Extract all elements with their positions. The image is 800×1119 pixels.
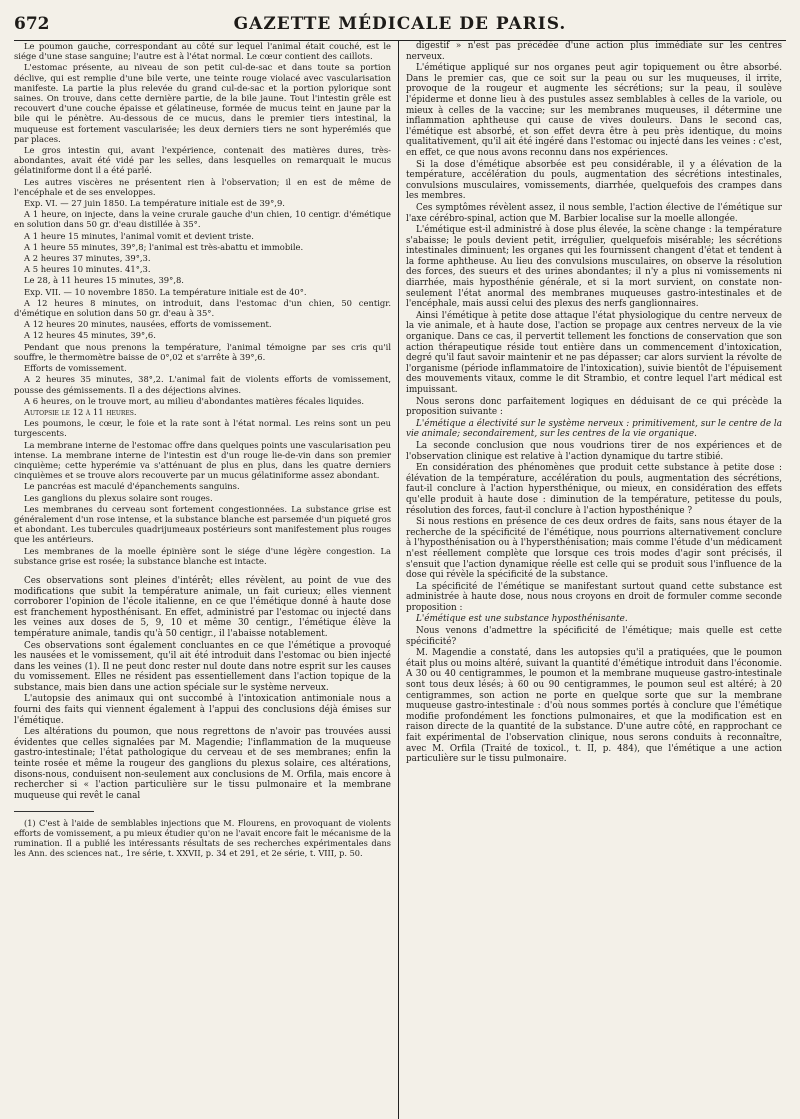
paragraph: A 1 heure 15 minutes, l'animal vomit et devient triste. [24, 230, 254, 241]
paragraph: Les altérations du poumon, que nous regrettons de n'avoir pas trouvées aussi évidentes que celles signalées par M. Magendie; l'inflammation de la muqueuse gastro-intestinale; l'état pathologique du cerveau et de ses membranes; enfin la teinte rosée et même la rougeur des ganglions du plexus solaire, ces altérations, disons-nous, conduisent non-seulement aux conclusions de M. Orfila, mais encore à rechercher si « l'action particulière sur le tissu pulmonaire et la membrane muqueuse qui revêt le canal [14, 727, 391, 801]
paragraph: L'estomac présente, au niveau de son petit cul-de-sac et dans toute sa portion déclive, qui est remplie d'une bile verte, une teinte rouge violacé avec vascularisation manifeste. La partie la plus relevée du grand cul-de-sac et la portion pylorique sont saines. On trouve, dans cette dernière partie, de la bile jaune. Tout l'intestin grêle est recouvert d'une couche épaisse et gélatineuse, formée de mucus teint en jaune par la bile qui le pénètre. Au-dessous de ce mucus, dans le premier tiers intestinal, la muqueuse est fortement vascularisée; les deux derniers tiers ne sont hyperémiés que par places. [14, 62, 391, 144]
text-columns [14, 41, 786, 1119]
experiment-heading: Exp. VI. — 27 juin 1850. La température initiale est de 39°,9. [24, 198, 285, 209]
paragraph: A 2 heures 35 minutes, 38°,2. L'animal fait de violents efforts de vomissement, pousse des gémissements. Il a des déjections alvines. [14, 374, 391, 395]
paragraph: A 2 heures 37 minutes, 39°,3. [24, 253, 151, 264]
experiment-heading: Exp. VII. — 10 novembre 1850. La température initiale est de 40°. [24, 286, 307, 297]
paragraph: Le 28, à 11 heures 15 minutes, 39°,8. [24, 275, 184, 286]
right-column [398, 41, 782, 1119]
paragraph: Ces observations sont également concluantes en ce que l'émétique a provoqué les nausées et le vomissement, qu'il ait été introduit dans l'estomac ou bien injecté dans les veines (1). Il ne peut donc rester nul doute dans notre esprit sur les causes du vomissement. Elles ne résident pas essentiellement dans l'action topique de la substance, mais bien dans une action spéciale sur le système nerveux. [14, 640, 391, 693]
paragraph: L'émétique est-il administré à dose plus élevée, la scène change : la température s'abaisse; le pouls devient petit, irrégulier, quelquefois misérable; les sécrétions intestinales diminuent; les organes qui les fournissent changent d'état et tendent à la forme aphtheuse. Au lieu des convulsions musculaires, on observe la résolution des forces, des sueurs et des urines abondantes; il n'y a plus ni vomissements ni diarrhée, mais hyposthénie générale, et si la mort survient, on constate non-seulement l'état anormal des membranes muqueuses gastro-intestinales et de l'encéphale, mais aussi celui des plexus des nerfs ganglionnaires. [406, 225, 782, 310]
paragraph: Nous venons d'admettre la spécificité de l'émétique; mais quelle est cette spécificité? [406, 626, 782, 647]
paragraph: La spécificité de l'émétique se manifestant surtout quand cette substance est administrée à haute dose, nous nous croyons en droit de formuler comme seconde proposition : [406, 581, 782, 613]
page-number: 672 [14, 14, 50, 34]
paragraph: A 1 heure 55 minutes, 39°,8; l'animal est très-abattu et immobile. [24, 241, 304, 252]
paragraph: Les ganglions du plexus solaire sont rouges. [24, 492, 213, 503]
paragraph: Les membranes de la moelle épinière sont le siége d'une légère congestion. La substance grise est rosée; la substance blanche est intacte. [14, 545, 391, 566]
paragraph: L'autopsie des animaux qui ont succombé à l'intoxication antimoniale nous a fourni des faits qui viennent également à l'appui des conclusions déjà émises sur l'émétique. [14, 694, 391, 726]
paragraph: Le poumon gauche, correspondant au côté sur lequel l'animal était couché, est le siége d'une stase sanguine; l'autre est à l'état normal. Le cœur contient des caillots. [14, 41, 391, 62]
paragraph: A 12 heures 20 minutes, nausées, efforts de vomissement. [24, 319, 272, 330]
footnote [14, 818, 391, 858]
paragraph: digestif » n'est pas précédée d'une action plus immédiate sur les centres nerveux. [406, 41, 782, 62]
paragraph: Si nous restions en présence de ces deux ordres de faits, sans nous étayer de la recherche de la spécificité de l'émétique, nous pourrions alternativement conclure à l'hyposthénisation ou à l'hypersthénisation; mais comme l'étude d'un médicament n'est réellement complète que lorsque ces trois modes d'agir sont précisés, il s'ensuit que l'action dynamique réelle est celle qui se produit sous l'influence de la dose qui révèle la spécificité de la substance. [406, 517, 782, 581]
paragraph: La seconde conclusion que nous voudrions tirer de nos expériences et de l'observation clinique est relative à l'action dynamique du tartre stibié. [406, 440, 782, 462]
paragraph: A 12 heures 45 minutes, 39°,6. [24, 330, 156, 341]
autopsy-heading: Autopsie le 12 à 11 heures. [24, 406, 137, 417]
paragraph: Si la dose d'émétique absorbée est peu considérable, il y a élévation de la température, accélération du pouls, augmentation des sécrétions intestinales, convulsions musculaires, vomissements, diarrhée, quelquefois des crampes dans les membres. [406, 159, 782, 202]
paragraph: Efforts de vomissement. [24, 363, 127, 374]
paragraph: A 12 heures 8 minutes, on introduit, dans l'estomac d'un chien, 50 centigr. d'émétique en solution dans 50 gr. d'eau à 35°. [14, 297, 391, 319]
paragraph: Pendant que nous prenons la température, l'animal témoigne par ses cris qu'il souffre, le thermomètre baisse de 0°,02 et s'arrête à 39°,6. [14, 341, 391, 362]
paragraph: A 5 heures 10 minutes. 41°,3. [24, 264, 151, 275]
left-column [14, 41, 398, 1119]
paragraph: Le pancréas est maculé d'épanchements sanguins. [24, 481, 240, 492]
first-proposition: L'émétique a électivité sur le système nerveux : primitivement, sur le centre de la vie animale; secondairement, sur les centres de la vie organique. [406, 418, 782, 440]
paragraph: M. Magendie a constaté, dans les autopsies qu'il a pratiquées, que le poumon était plus ou moins altéré, suivant la quantité d'émétique introduit dans l'économie. A 30 ou 40 centigrammes, le poumon et la membrane muqueuse gastro-intestinale sont tous deux lésés; à 60 ou 90 centigrammes, le poumon seul est altéré; à 20 centigrammes, son action ne porte en quelque sorte que sur la membrane muqueuse gastro-intestinale : d'où nous sommes portés à conclure que l'émétique modifie profondément les fonctions pulmonaires, et que la modification est en raison directe de la quantité de la substance. D'une autre côté, en rapprochant ce fait expérimental de l'observation clinique, nous serons conduits à reconnaître, avec M. Orfila (Traité de toxicol., t. II, p. 484), que l'émétique a une action particulière sur le tissu pulmonaire. [406, 648, 782, 765]
paragraph: Ces symptômes révèlent assez, il nous semble, l'action élective de l'émétique sur l'axe cérébro-spinal, action que M. Barbier localise sur la moelle allongée. [406, 202, 782, 224]
paragraph: La membrane interne de l'estomac offre dans quelques points une vascularisation peu intense. La membrane interne de l'intestin est d'un rouge lie-de-vin dans son premier cinquième; cette hyperémie va s'atténuant de plus en plus, dans les quatre derniers cinquièmes et se trouve alors recouverte par un mucus gélatiniforme assez abondant. [14, 439, 391, 481]
paragraph: Ces observations sont pleines d'intérêt; elles révèlent, au point de vue des modifications que subit la température animale, un fait curieux; elles viennent corroborer l'opinion de l'école italienne, en ce que l'émétique donné à haute dose est franchement hyposthénisant. En effet, administré par l'estomac ou injecté dans les veines aux doses de 5, 9, 10 et même 30 centigr., l'émétique élève la température animale, tandis qu'à 50 centigr., il l'abaisse notablement. [14, 575, 391, 639]
footnote-rule [14, 811, 94, 812]
paragraph: Les autres viscères ne présentent rien à l'observation; il en est de même de l'encéphale et de ses enveloppes. [14, 176, 391, 197]
second-proposition: L'émétique est une substance hyposthénisante. [416, 614, 628, 625]
paragraph: Le gros intestin qui, avant l'expérience, contenait des matières dures, très-abondantes, avait été vidé par les selles, dans lesquelles on remarquait le mucus gélatiniforme dont il a été parlé. [14, 145, 391, 176]
paragraph: L'émétique appliqué sur nos organes peut agir topiquement ou être absorbé. Dans le premier cas, que ce soit sur la peau ou sur les muqueuses, il irrite, provoque de la rougeur et augmente les sécrétions; sur la peau, il soulève l'épiderme et donne lieu à des pustules assez semblables à celles de la variole, ou mieux à celles de la vaccine; sur les membranes muqueuses, il détermine une inflammation aphtheuse qui cause de vives douleurs. Dans le second cas, l'émétique est absorbé, et son effet devra être à peu près identique, du moins qualitativement, qu'il ait été ingéré dans l'estomac ou injecté dans les veines : c'est, en effet, ce que nous avons reconnu dans nos expériences. [406, 63, 782, 158]
paragraph: A 1 heure, on injecte, dans la veine crurale gauche d'un chien, 10 centigr. d'émétique en solution dans 50 gr. d'eau distillée à 35°. [14, 209, 391, 230]
footnote-text: (1) C'est à l'aide de semblables injections que M. Flourens, en provoquant de violents efforts de vomissement, a pu mieux étudier qu'on ne l'avait encore fait le mécanisme de la rumination. Il a publié les intéressants résultats de ses recherches expérimentales dans les Ann. des sciences nat., 1re série, t. XXVII, p. 34 et 291, et 2e série, t. VIII, p. 50. [14, 818, 391, 859]
paragraph: En considération des phénomènes que produit cette substance à petite dose : élévation de la température, accélération du pouls, augmentation des sécrétions, faut-il conclure à l'action hypersthénique, ou mieux, en considération des effets qu'elle produit à haute dose : diminution de la température, petitesse du pouls, résolution des forces, faut-il conclure à l'action hyposthénique ? [406, 463, 782, 516]
paragraph: Les poumons, le cœur, le foie et la rate sont à l'état normal. Les reins sont un peu turgescents. [14, 418, 391, 439]
paragraph: Nous serons donc parfaitement logiques en déduisant de ce qui précède la proposition suivante : [406, 396, 782, 418]
paragraph: Ainsi l'émétique à petite dose attaque l'état physiologique du centre nerveux de la vie animale, et à haute dose, l'action se propage aux centres nerveux de la vie organique. Dans ce cas, il pervertit tellement les fonctions de conservation que son action thérapeutique réside tout entière dans un commencement d'intoxication, degré qu'il faut savoir maintenir et ne pas dépasser; car alors survient la révolte de l'organisme (période inflammatoire de l'intoxication), suivie bientôt de l'épuisement des mouvements vitaux, comme le dit Strambio, et contre lequel l'art médical est impuissant. [406, 310, 782, 395]
paragraph: A 6 heures, on le trouve mort, au milieu d'abondantes matières fécales liquides. [24, 395, 365, 406]
journal-title: GAZETTE MÉDICALE DE PARIS. [233, 14, 567, 34]
running-header [14, 14, 786, 41]
paragraph: Les membranes du cerveau sont fortement congestionnées. La substance grise est généralement d'un rose intense, et la substance blanche est parsemée d'un piqueté gros et abondant. Les tubercules quadrijumeaux postérieurs sont manifestement plus rouges que les antérieurs. [14, 503, 391, 545]
